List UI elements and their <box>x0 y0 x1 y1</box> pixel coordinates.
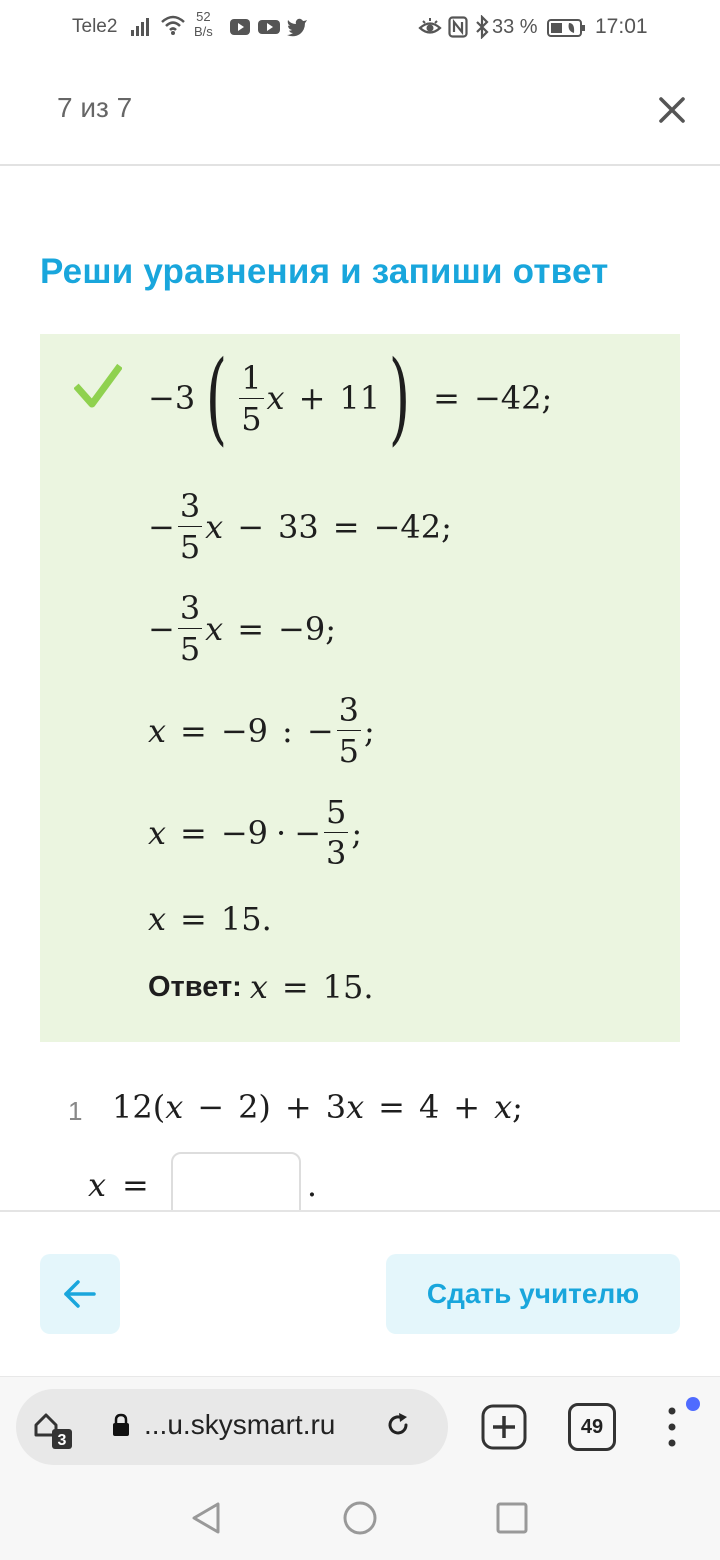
math-variable: x <box>148 711 167 750</box>
solution-step <box>148 339 553 456</box>
fraction-numerator: 3 <box>338 691 359 729</box>
math-token: 2) <box>238 1088 271 1126</box>
math-token: 12( <box>112 1088 166 1126</box>
math-token: 4 <box>418 1088 440 1126</box>
math-operator: = <box>180 900 207 938</box>
exercise-number: 1 <box>68 1096 83 1126</box>
tab-groups-icon[interactable] <box>32 1409 72 1449</box>
nav-home-icon[interactable] <box>342 1500 378 1536</box>
fraction-numerator: 3 <box>179 487 201 525</box>
fraction-numerator: 1 <box>241 358 262 397</box>
speed-unit: B/s <box>194 24 213 39</box>
math-operator: = <box>433 379 460 417</box>
notification-dot <box>686 1397 700 1411</box>
math-variable: x <box>266 379 285 417</box>
action-bar <box>0 1210 720 1376</box>
url-text[interactable]: ...u.skysmart.ru <box>144 1409 336 1440</box>
math-operator: + <box>453 1088 481 1126</box>
math-token: −9; <box>278 609 336 648</box>
clock: 17:01 <box>595 15 648 38</box>
browser-toolbar <box>0 1376 720 1476</box>
network-speed <box>194 9 213 39</box>
worked-example <box>40 334 680 1042</box>
math-operator: = <box>332 507 360 546</box>
math-token: ; <box>351 813 363 852</box>
math-variable: x <box>346 1088 365 1126</box>
math-operator: = <box>122 1166 149 1204</box>
reload-icon[interactable] <box>384 1411 412 1439</box>
math-operator: = <box>378 1088 405 1126</box>
math-variable: x <box>148 813 167 852</box>
nav-recent-apps-icon[interactable] <box>496 1502 528 1534</box>
math-variable: x <box>494 1088 513 1126</box>
math-operator: − <box>148 609 175 648</box>
youtube-icon <box>257 17 281 37</box>
math-variable: x <box>249 968 268 1006</box>
fraction <box>178 589 202 668</box>
math-token: 3 <box>325 1088 347 1126</box>
math-token: −3 <box>148 379 196 417</box>
answer-label: Ответ: <box>148 970 242 1003</box>
battery-icon <box>547 18 587 38</box>
math-operator: − <box>294 813 322 852</box>
address-bar[interactable] <box>16 1389 448 1465</box>
math-variable: x <box>148 900 167 938</box>
math-operator: : <box>282 711 293 750</box>
math-operator: − <box>237 507 265 546</box>
close-icon[interactable] <box>654 92 690 128</box>
checkmark-icon <box>74 362 122 408</box>
math-operator: + <box>284 1088 312 1126</box>
fraction <box>178 487 202 566</box>
math-token: −42; <box>473 379 553 417</box>
fraction-denominator: 3 <box>326 834 347 872</box>
math-operator: = <box>180 711 207 750</box>
math-operator: + <box>298 379 326 417</box>
solution-step <box>148 487 452 566</box>
fraction-denominator: 5 <box>338 732 359 770</box>
left-paren: ( <box>205 339 228 456</box>
solution-step <box>148 589 336 668</box>
math-token: 15. <box>220 900 272 938</box>
battery-percent: 33 % <box>492 16 538 38</box>
task-header <box>0 56 720 166</box>
fraction-denominator: 5 <box>179 528 201 566</box>
math-operator: = <box>237 609 265 648</box>
speed-value: 52 <box>196 9 211 24</box>
carrier-label: Tele2 <box>72 16 118 37</box>
math-variable: x <box>205 507 224 546</box>
solution-step <box>148 900 272 938</box>
math-operator: − <box>306 711 334 750</box>
fraction-numerator: 3 <box>179 589 201 627</box>
nav-back-icon[interactable] <box>188 1500 224 1536</box>
video-app-icon <box>229 17 251 37</box>
math-token: 33 <box>278 507 319 546</box>
solution-step <box>148 691 375 770</box>
solution-step <box>148 793 363 872</box>
math-token: −42; <box>373 507 452 546</box>
fraction-numerator: 5 <box>326 793 347 831</box>
math-operator: − <box>197 1088 225 1126</box>
submit-to-teacher-button[interactable]: Сдать учителю <box>386 1254 680 1334</box>
task-title: Реши уравнения и запиши ответ <box>40 252 609 291</box>
lock-icon <box>112 1413 130 1437</box>
math-variable: x <box>88 1166 107 1204</box>
task-progress: 7 из 7 <box>57 92 133 123</box>
status-bar <box>0 0 720 56</box>
example-answer <box>148 968 374 1006</box>
eye-comfort-icon <box>418 17 442 37</box>
math-token: −9 <box>220 711 269 750</box>
fraction <box>324 793 348 872</box>
new-tab-icon[interactable] <box>480 1403 528 1451</box>
tab-groups-count: 3 <box>57 1432 67 1449</box>
math-variable: x <box>205 609 224 648</box>
math-token: −9 <box>220 813 269 852</box>
nfc-icon <box>448 16 468 38</box>
math-variable: x <box>165 1088 184 1126</box>
answer-value: 15. <box>322 968 374 1006</box>
wifi-icon <box>160 14 186 36</box>
fraction-denominator: 5 <box>241 399 262 438</box>
math-token: ; <box>363 711 375 750</box>
signal-icon <box>130 16 154 36</box>
fraction <box>337 691 361 770</box>
twitter-icon <box>286 17 308 37</box>
more-menu-icon[interactable] <box>660 1405 684 1449</box>
bluetooth-icon <box>474 15 490 39</box>
system-nav-bar <box>0 1476 720 1560</box>
math-token: ; <box>512 1088 523 1126</box>
math-operator: = <box>180 813 207 852</box>
fraction <box>239 358 263 438</box>
math-operator: · <box>276 813 287 852</box>
tab-count-button[interactable]: 49 <box>568 1403 616 1451</box>
fraction-denominator: 5 <box>179 630 201 668</box>
right-paren: ) <box>388 339 411 456</box>
arrow-left-icon <box>62 1278 98 1310</box>
math-token: . <box>306 1166 318 1204</box>
math-operator: − <box>148 507 175 546</box>
math-operator: = <box>281 968 309 1006</box>
exercise-equation <box>112 1088 523 1126</box>
back-button[interactable] <box>40 1254 120 1334</box>
math-token: 11 <box>339 379 381 417</box>
